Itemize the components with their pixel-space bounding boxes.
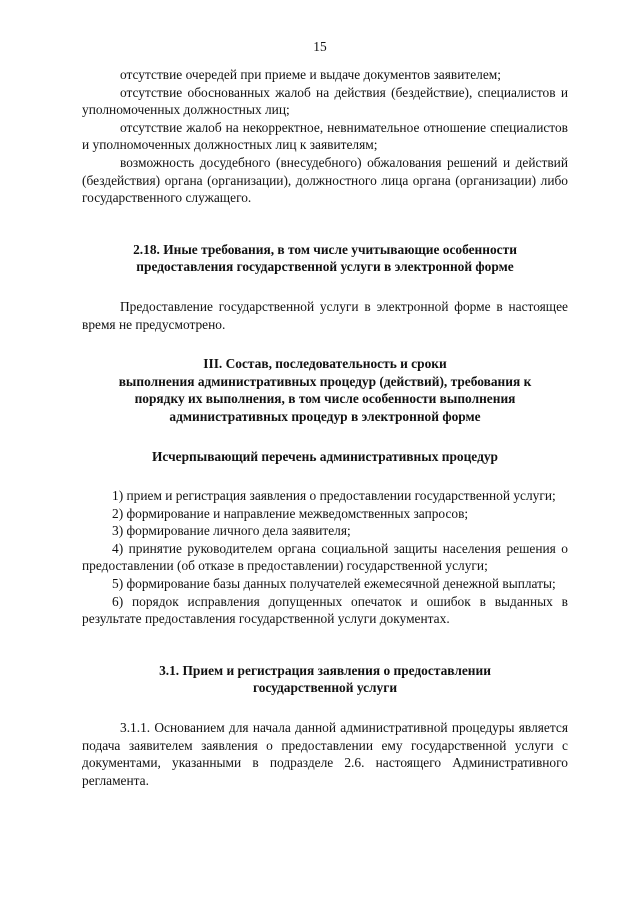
section-2-18-heading (82, 241, 568, 276)
heading-line: предоставления государственной услуги в электронной форме (136, 259, 514, 275)
section-3-heading (82, 355, 568, 425)
list-item: 5) формирование базы данных получателей ежемесячной денежной выплаты; (112, 576, 556, 592)
heading-line: 2.18. Иные требования, в том числе учитывающие особенности (133, 241, 517, 257)
list-item: 2) формирование и направление межведомственных запросов; (112, 505, 469, 521)
page-number: 15 (313, 39, 327, 54)
criteria-item: отсутствие обоснованных жалоб на действия (бездействие), специалистов и уполномоченных должностных лиц; (82, 84, 568, 118)
section-2-18-text: Предоставление государственной услуги в электронной форме в настоящее время не предусмотрено. (82, 298, 568, 332)
heading-line: 3.1. Прием и регистрация заявления о предоставлении (159, 662, 491, 678)
list-item: 3) формирование личного дела заявителя; (112, 523, 351, 539)
section-3-1-text: 3.1.1. Основанием для начала данной административной процедуры является подача заявителем заявления о предоставлении ему государственной услуги с документами, указанными в подразделе 2.6. настоящего Административного регламента. (82, 720, 568, 788)
criteria-item: отсутствие очередей при приеме и выдаче документов заявителем; (120, 67, 501, 82)
procedures-list (82, 487, 568, 628)
heading-line: выполнения административных процедур (действий), требования к (118, 373, 532, 389)
page-content (82, 66, 568, 789)
list-item: 1) прием и регистрация заявления о предоставлении государственной услуги; (112, 488, 556, 504)
heading-line: III. Состав, последовательность и сроки (203, 356, 447, 372)
quality-criteria-list (82, 66, 568, 207)
section-3-1-heading (82, 662, 568, 697)
heading-line: административных процедур в электронной форме (169, 408, 481, 424)
list-item: 4) принятие руководителем органа социальной защиты населения решения о предоставлении (об отказе в предоставлении) государственной услуги; (82, 540, 568, 574)
list-item: 6) порядок исправления допущенных опечаток и ошибок в выданных в результате предоставления государственной услуги документах. (82, 593, 568, 627)
procedures-subheading: Исчерпывающий перечень административных процедур (151, 448, 498, 464)
heading-line: порядку их выполнения, в том числе особенности выполнения (134, 391, 516, 407)
heading-line: государственной услуги (252, 680, 398, 696)
criteria-item: возможность досудебного (внесудебного) обжалования решений и действий (бездействия) органа (организации), должностного лица органа (организации) либо государственного служащего. (82, 154, 568, 206)
criteria-item: отсутствие жалоб на некорректное, невнимательное отношение специалистов и уполномоченных должностных лиц к заявителям; (82, 119, 568, 153)
